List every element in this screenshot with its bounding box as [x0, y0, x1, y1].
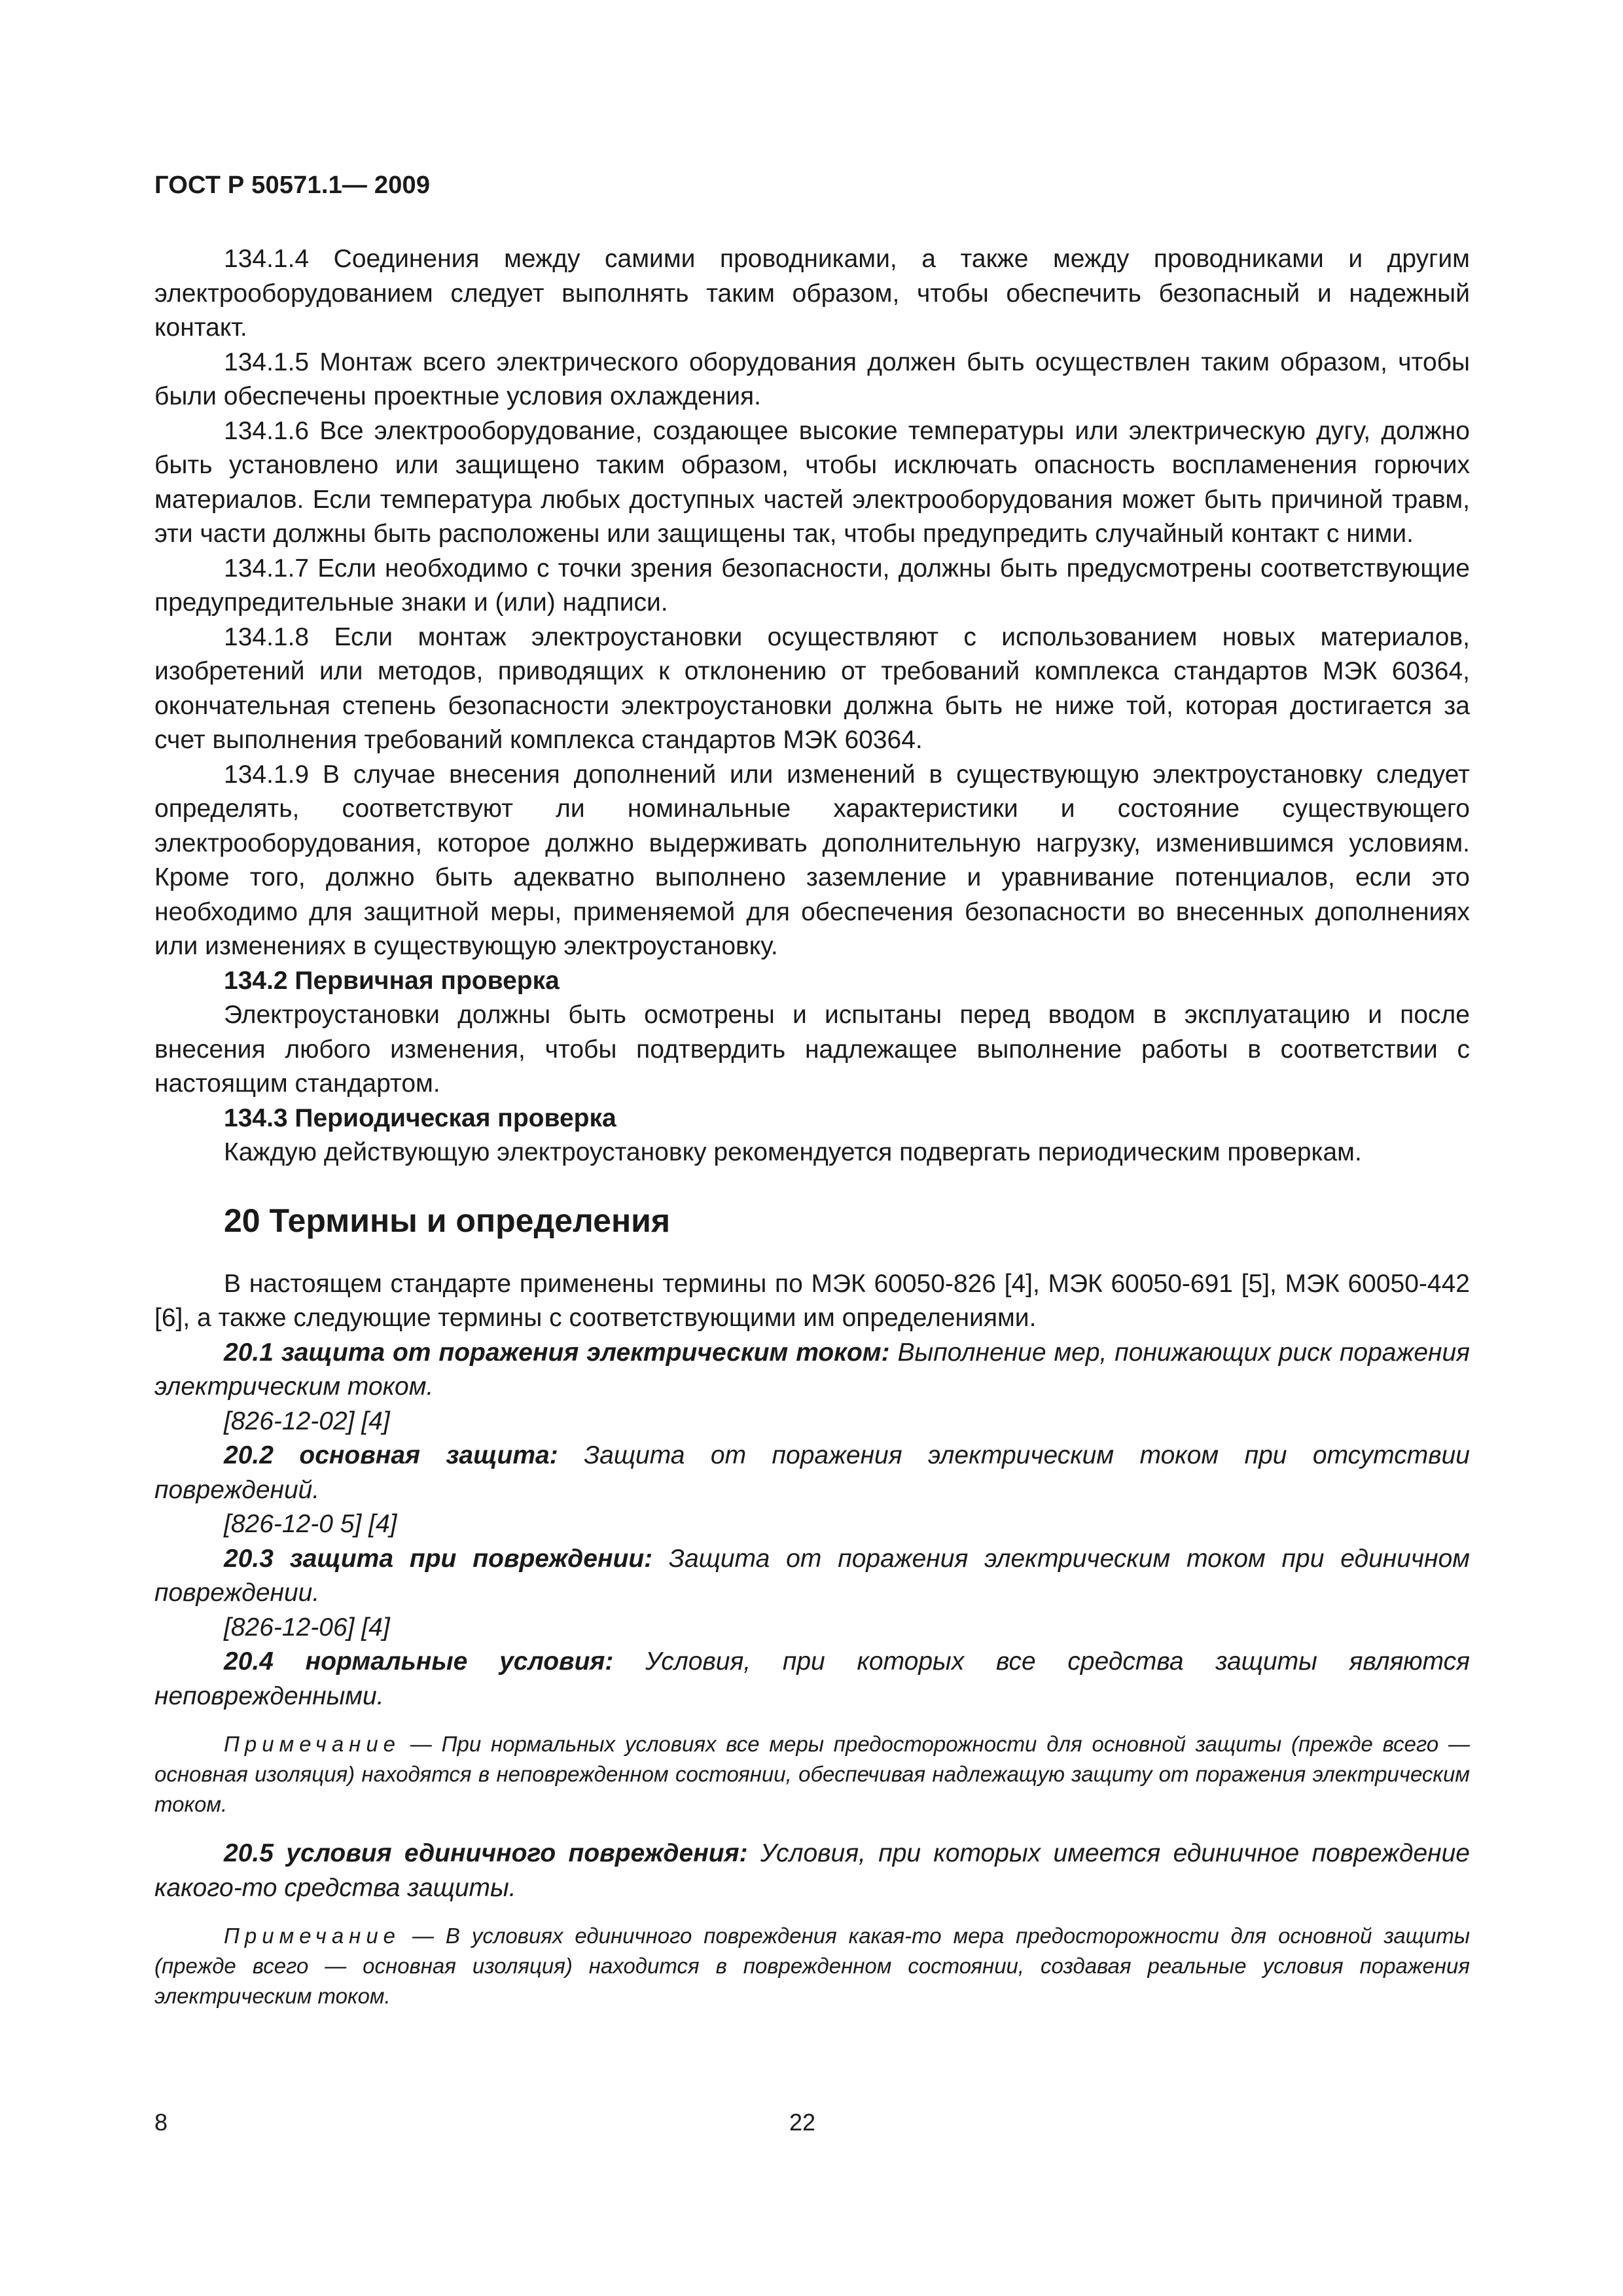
term-20-2 [154, 1439, 1470, 1507]
document-code: ГОСТ Р 50571.1— 2009 [154, 171, 431, 199]
term-20-3-definition: Защита от поражения электрическим током при единичном повреждении. [154, 1544, 1470, 1607]
clause-134-1-6: 134.1.6 Все электрооборудование, создающее высокие температуры или электрическую дугу, должно быть установлено или защищено таким образом, чтобы исключать опасность воспламенения горючих материалов. Если температура любых доступных частей электрооборудования может быть причиной травм, эти части должны быть расположены или защищены так, чтобы предупредить случайный контакт с ними. [154, 416, 1470, 548]
note-2 [154, 1921, 1470, 2011]
term-20-4-definition: Условия, при которых все средства защиты являются неповрежденными. [154, 1647, 1471, 1710]
clause-134-1-7: 134.1.7 Если необходимо с точки зрения безопасности, должны быть предусмотрены соответствующие предупредительные знаки и (или) надписи. [154, 554, 1470, 617]
note-2-label: Примечание [224, 1924, 401, 1948]
term-20-3 [154, 1542, 1470, 1611]
note-2-text: — В условиях единичного повреждения какая-то мера предосторожности для основной защиты (прежде всего — основная изоляция) находится в поврежденном состоянии, создавая реальные условия поражения электрическим током. [154, 1924, 1470, 2008]
term-20-1 [154, 1336, 1470, 1405]
term-20-1-title: 20.1 защита от поражения электрическим током: [224, 1338, 890, 1367]
term-20-5 [154, 1837, 1470, 1905]
term-20-4 [154, 1645, 1470, 1713]
term-20-3-title: 20.3 защита при повреждении: [224, 1544, 653, 1573]
term-20-2-definition: Защита от поражения электрическим током при отсутствии повреждений. [154, 1441, 1470, 1504]
note-1-text: — При нормальных условиях все меры предосторожности для основной защиты (прежде всего — основная изоляция) находятся в неповрежденном состоянии, обеспечивая надлежащую защиту от поражения электрическим током. [154, 1732, 1470, 1816]
term-20-5-title: 20.5 условия единичного повреждения: [224, 1839, 748, 1867]
terms-intro: В настоящем стандарте применены термины по МЭК 60050-826 [4], МЭК 60050-691 [5], МЭК 60050-442 [6], а также следующие термины с соответствующими им определениями. [154, 1269, 1470, 1332]
clause-134-1-5: 134.1.5 Монтаж всего электрического оборудования должен быть осуществлен таким образом, чтобы были обеспечены проектные условия охлаждения. [154, 348, 1470, 410]
document-body [154, 242, 1470, 2028]
term-20-2-title: 20.2 основная защита: [224, 1441, 558, 1469]
subsection-134-3-text: Каждую действующую электроустановку рекомендуется подвергать периодическим проверкам. [224, 1138, 1362, 1166]
subsection-134-2-title: 134.2 Первичная проверка [224, 966, 560, 995]
subsection-134-3-title: 134.3 Периодическая проверка [224, 1103, 616, 1132]
term-20-1-reference: [826-12-02] [4] [224, 1407, 390, 1435]
page-number: 8 [154, 2109, 168, 2136]
subsection-134-2-text: Электроустановки должны быть осмотрены и испытаны перед вводом в эксплуатацию и после внесения любого изменения, чтобы подтвердить надлежащее выполнение работы в соответствии с настоящим стандартом. [154, 1001, 1470, 1098]
term-20-4-title: 20.4 нормальные условия: [224, 1647, 614, 1676]
clause-134-1-9: 134.1.9 В случае внесения дополнений или изменений в существующую электроустановку следует определять, соответствуют ли номинальные характеристики и состояние существующего электрооборудования, которое должно выдерживать дополнительную нагрузку, изменившимся условиям. Кроме того, должно быть адекватно выполнено заземление и уравнивание потенциалов, если это необходимо для защитной меры, применяемой для обеспечения безопасности во внесенных дополнениях или изменениях в существующую электроустановку. [154, 760, 1470, 960]
note-1 [154, 1729, 1470, 1820]
note-1-label: Примечание [224, 1732, 401, 1756]
sheet-number: 22 [789, 2109, 816, 2136]
term-20-1-definition: Выполнение мер, понижающих риск поражения электрическим током. [154, 1338, 1470, 1401]
clause-134-1-4: 134.1.4 Соединения между самими проводниками, а также между проводниками и другим электрооборудованием следует выполнять таким образом, чтобы обеспечить безопасный и надежный контакт. [154, 245, 1470, 342]
term-20-5-definition: Условия, при которых имеется единичное повреждение какого-то средства защиты. [154, 1839, 1470, 1902]
section-20-title: 20 Термины и определения [224, 1202, 671, 1239]
term-20-2-reference: [826-12-0 5] [4] [224, 1510, 397, 1538]
term-20-3-reference: [826-12-06] [4] [224, 1613, 390, 1641]
clause-134-1-8: 134.1.8 Если монтаж электроустановки осуществляют с использованием новых материалов, изобретений или методов, приводящих к отклонению от требований комплекса стандартов МЭК 60364, окончательная степень безопасности электроустановки должна быть не ниже той, которая достигается за счет выполнения требований комплекса стандартов МЭК 60364. [154, 622, 1470, 754]
